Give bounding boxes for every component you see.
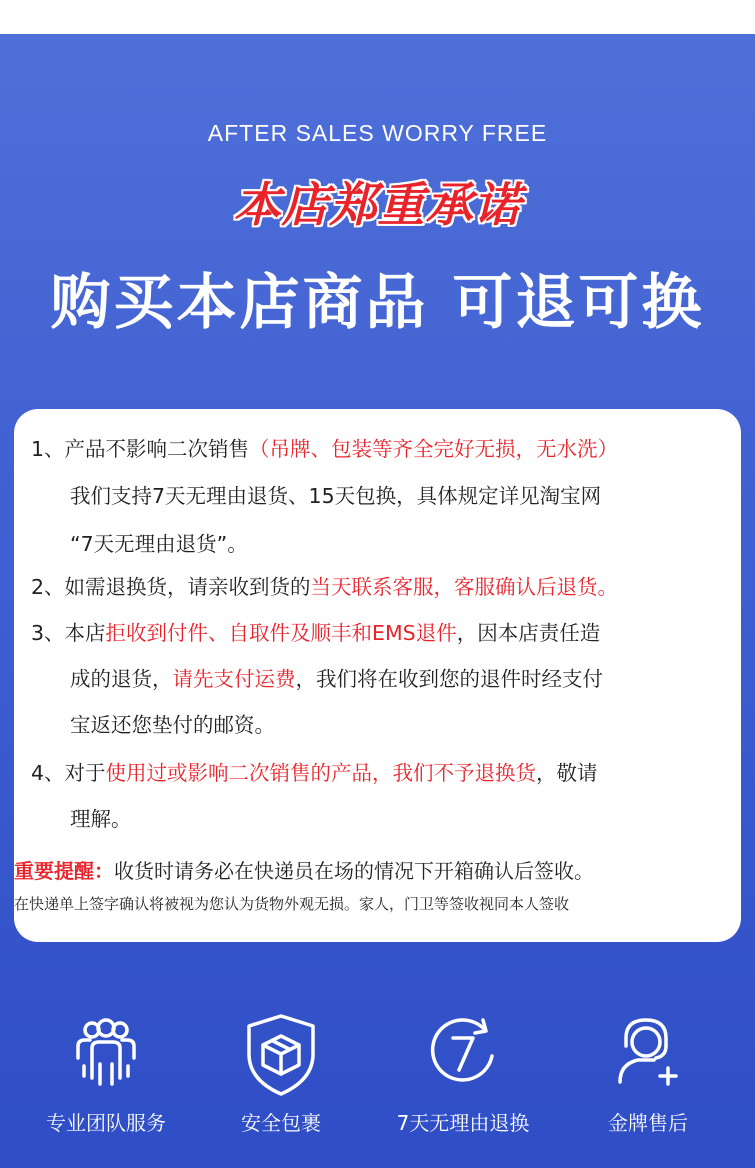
item-text: 如需退换货，请亲收到货的 (64, 575, 311, 599)
item-highlight: 当天联系客服，客服确认后退货。 (310, 575, 619, 599)
item-number: 4、 (31, 761, 65, 785)
item-text: ，敬请 (536, 761, 598, 785)
shield-box-icon (241, 1012, 321, 1098)
item-text: 本店 (64, 621, 106, 645)
item-highlight: 请先支付运费 (172, 667, 296, 691)
policy-item-3-line-2 (70, 665, 603, 693)
policy-item-1-line-2: 我们支持7天无理由退货、15天包换，具体规定详见淘宝网 (70, 484, 602, 508)
policy-item-1-line-1 (31, 435, 618, 463)
feature-team-service (12, 1012, 200, 1135)
promise-title: 本店郑重承诺 (233, 178, 522, 233)
seven-days-icon (423, 1012, 503, 1092)
feature-gold-after-sales (554, 1012, 742, 1135)
important-reminder (14, 855, 594, 884)
policy-item-3-line-1 (31, 619, 600, 647)
item-number: 2、 (31, 575, 65, 599)
item-text: 对于 (64, 761, 106, 785)
reminder-label: 重要提醒： (14, 859, 114, 883)
feature-seven-day-return (369, 1012, 557, 1135)
item-number: 3、 (31, 621, 65, 645)
feature-label: 7天无理由退换 (396, 1111, 530, 1135)
top-white-strip (0, 0, 755, 34)
signing-note: 在快递单上签字确认将被视为您认为货物外观无损。家人，门卫等签收视同本人签收 (14, 895, 570, 913)
item-number: 1、 (31, 437, 65, 461)
reminder-text: 收货时请务必在快递员在场的情况下开箱确认后签收。 (114, 859, 594, 883)
support-agent-icon (608, 1012, 688, 1092)
policy-item-1-line-3: “7天无理由退货”。 (70, 532, 248, 556)
feature-safe-package (187, 1012, 375, 1135)
item-text: 产品不影响二次销售 (64, 437, 250, 461)
item-highlight: （吊牌、包装等齐全完好无损，无水洗） (249, 437, 619, 461)
policy-item-4-line-1 (31, 759, 598, 787)
feature-label: 金牌售后 (608, 1111, 688, 1135)
feature-label: 安全包裹 (241, 1111, 321, 1135)
policy-item-3-line-3: 宝返还您垫付的邮资。 (70, 713, 275, 737)
eyebrow-text: AFTER SALES WORRY FREE (207, 120, 548, 146)
item-text: 成的退货， (70, 667, 173, 691)
item-text: ，因本店责任造 (456, 621, 601, 645)
item-highlight: 拒收到付件、自取件及顺丰和EMS退件 (105, 621, 457, 645)
headline: 购买本店商品 可退可换 (50, 268, 705, 338)
policy-item-4-line-2: 理解。 (70, 807, 132, 831)
item-highlight: 使用过或影响二次销售的产品，我们不予退换货 (105, 761, 537, 785)
feature-label: 专业团队服务 (46, 1111, 166, 1135)
item-text: ，我们将在收到您的退件时经支付 (295, 667, 603, 691)
policy-item-2-line-1 (31, 573, 618, 601)
team-icon (66, 1012, 146, 1092)
